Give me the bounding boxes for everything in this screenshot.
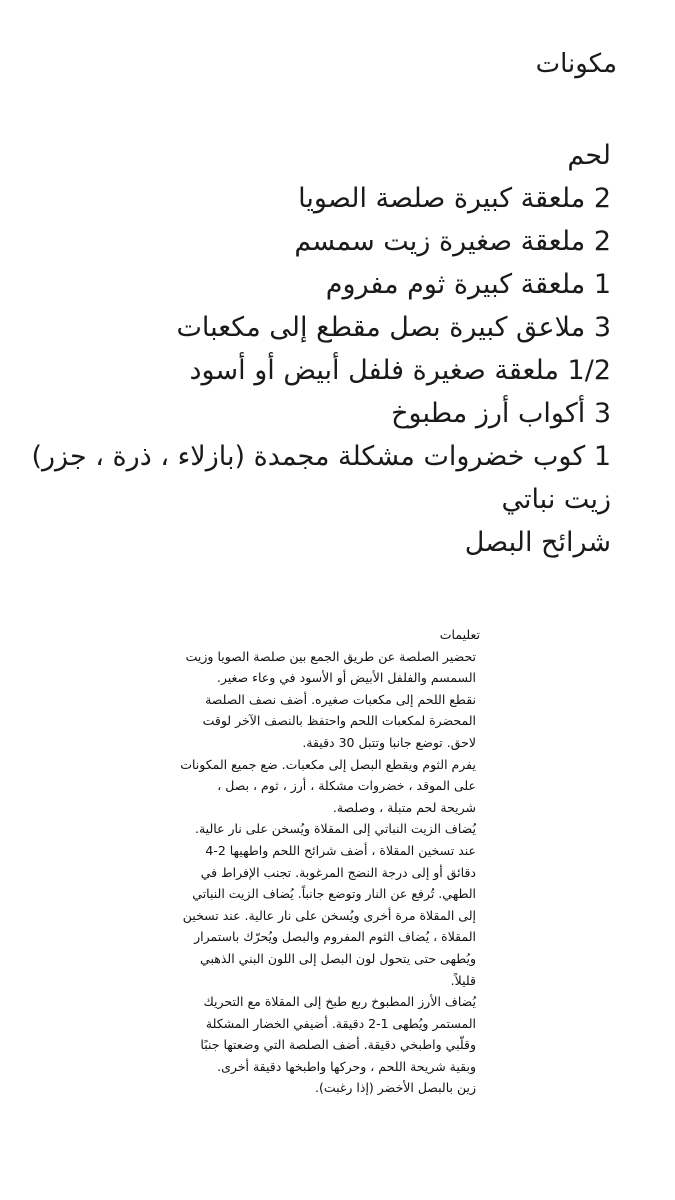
ingredients-heading: مكونات — [535, 49, 617, 79]
instruction-paragraph: زين بالبصل الأخضر (إذا رغبت). — [314, 1080, 476, 1096]
instruction-paragraph: نقطع اللحم إلى مكعبات صغيره. أضف نصف الصلصة المحضرة لمكعبات اللحم واحتفظ بالنصف الآخر لوقت لاحق. توضع جانبا وتتبل 30 دقيقة. — [202, 691, 476, 750]
instructions-heading: تعليمات — [439, 627, 480, 642]
ingredient-item: 3 ملاعق كبيرة بصل مقطع إلى مكعبات — [176, 312, 611, 343]
ingredient-item: 2 ملعقة كبيرة صلصة الصويا — [298, 183, 611, 214]
instructions-section — [180, 624, 480, 1099]
ingredient-item: 2 ملعقة صغيرة زيت سمسم — [294, 226, 611, 257]
ingredient-item: شرائح البصل — [464, 527, 611, 558]
ingredient-item: زيت نباتي — [501, 484, 611, 515]
ingredients-list — [31, 134, 611, 564]
instruction-paragraph: يُضاف الأرز المطبوخ ربع طبخ إلى المقلاة مع التحريك المستمر ويُطهى 1-2 دقيقة. أضيفي الخضار المشكلة وقلّبي واطبخي دقيقة. أضف الصلصة التي وضعتها جنبًا وبقية شريحة اللحم ، وحركها واطبخها دقيقة أخرى. — [200, 994, 476, 1074]
instruction-paragraph: يفرم الثوم ويقطع البصل إلى مكعبات. ضع جميع المكونات على الموقد ، خضروات مشكلة ، أرز ، ثوم ، بصل ، شريحة لحم متبلة ، وصلصة. — [180, 756, 476, 815]
ingredient-item: لحم — [567, 140, 611, 171]
ingredient-item: 3 أكواب أرز مطبوخ — [391, 398, 611, 429]
instruction-paragraph: تحضير الصلصة عن طريق الجمع بين صلصة الصويا وزيت السمسم والفلفل الأبيض أو الأسود في وعاء صغير. — [185, 648, 476, 686]
ingredient-item: 1 كوب خضروات مشكلة مجمدة (بازلاء ، ذرة ، جزر) — [31, 441, 611, 472]
ingredient-item: 1 ملعقة كبيرة ثوم مفروم — [325, 269, 611, 300]
instruction-paragraph: يُضاف الزيت النباتي إلى المقلاة ويُسخن على نار عالية. عند تسخين المقلاة ، أضف شرائح اللحم واطهيها 2-4 دقائق أو إلى درجة النضج المرغوبة. تجنب الإفراط في الطهي. تُرفع عن النار وتوضع جانباً. يُضاف الزيت النباتي إلى المقلاة مرة أخرى ويُسخن على نار عالية. عند تسخين المقلاة ، يُضاف الثوم المفروم والبصل ويُحرّك باستمرار ويُطهى حتى يتحول لون البصل إلى اللون البني الذهبي قليلاً. — [182, 821, 476, 988]
ingredient-item: 1/2 ملعقة صغيرة فلفل أبيض أو أسود — [189, 355, 611, 386]
